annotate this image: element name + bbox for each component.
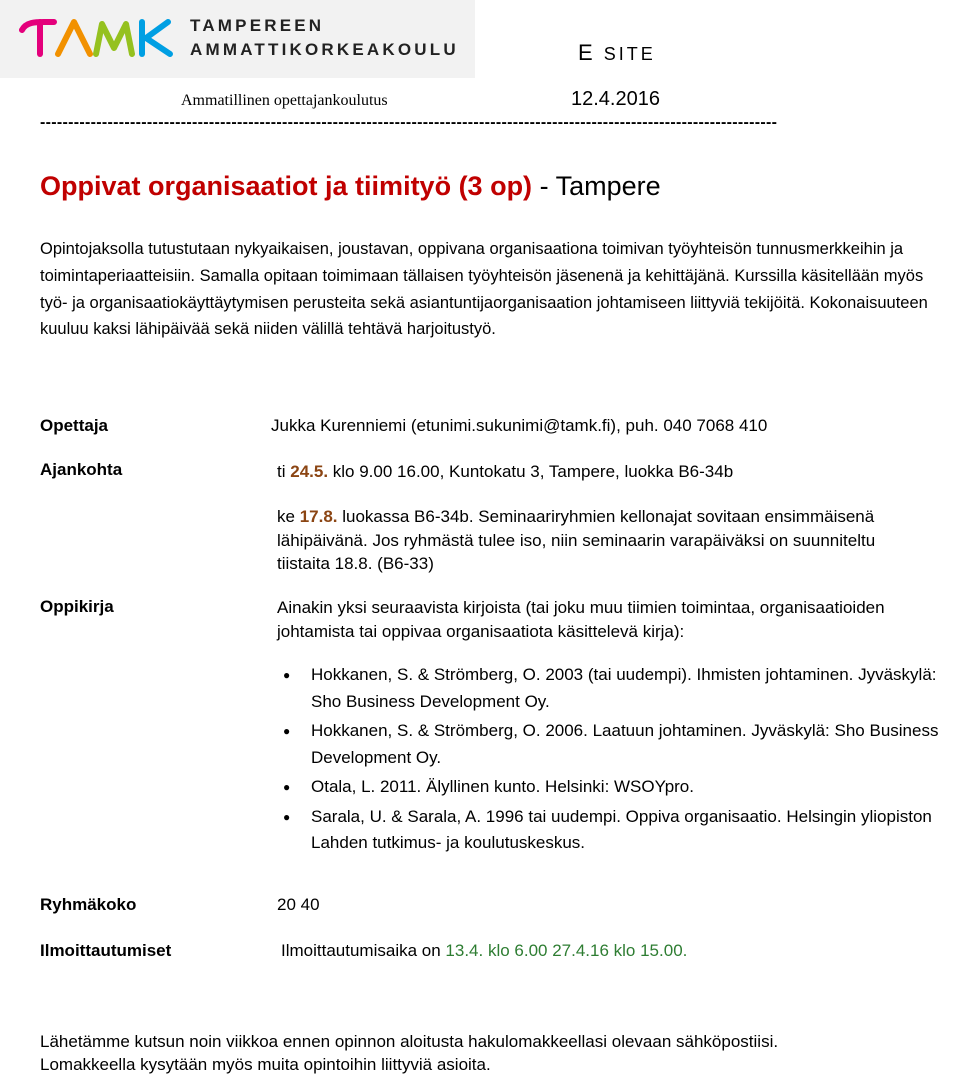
literature-intro: Ainakin yksi seuraavista kirjoista (tai joku muu tiimien toimintaa, organisaatioiden johtamista tai oppivaa organisaatiota käsittelevä kirja): <box>277 598 885 641</box>
list-item <box>283 774 960 801</box>
book-list <box>283 662 960 860</box>
teacher-label: Opettaja <box>40 416 109 435</box>
logo-banner <box>0 0 475 78</box>
list-item <box>283 662 960 715</box>
day1-details: klo 9.00 16.00, Kuntokatu 3, Tampere, luokka B6-34b <box>328 462 734 481</box>
course-location: - Tampere <box>532 171 661 201</box>
bullet-icon: ● <box>283 668 291 682</box>
book-entry: Hokkanen, S. & Strömberg, O. 2003 (tai uudempi). Ihmisten johtaminen. Jyväskylä: Sho Business Development Oy. <box>311 665 937 711</box>
registration-prefix: Ilmoittautumisaika on <box>281 941 446 960</box>
day2-date: 17.8. <box>299 507 338 526</box>
book-entry: Hokkanen, S. & Strömberg, O. 2006. Laatuun johtaminen. Jyväskylä: Sho Business Development Oy. <box>311 721 939 767</box>
day2-prefix: ke <box>277 507 300 526</box>
bullet-icon: ● <box>283 724 291 738</box>
registration-period: 13.4. klo 6.00 27.4.16 klo 15.00. <box>445 941 688 960</box>
course-name: Oppivat organisaatiot ja tiimityö (3 op) <box>40 171 533 201</box>
course-description: Opintojaksolla tutustutaan nykyaikaisen, joustavan, oppivana organisaationa toimivan työyhteisön tunnusmerkkeihin ja toimintaperiaatteisiin. Samalla opitaan toimimaan tällaisen työyhteisön jäsenenä ja kehittäjänä. Kurssilla käsitellään myös työ- ja organisaatiokäyttäytymisen perusteita sekä asiantuntijaorganisaation johtamiseen liittyviä tekijöitä. Kokonaisuuteen kuuluu kaksi lähipäivää sekä niiden välillä tehtävä harjoitustyö. <box>40 240 928 339</box>
day1-date: 24.5. <box>290 462 329 481</box>
group-size-label: Ryhmäkoko <box>40 895 137 914</box>
logo-line-2: AMMATTIKORKEAKOULU <box>190 40 459 59</box>
separator-line: ----------------------------------------------------------------------------------------------------------------------------------- <box>40 114 778 131</box>
schedule-day2 <box>277 505 877 576</box>
group-size-value: 20 40 <box>277 895 320 914</box>
tamk-logo-icon <box>18 14 178 60</box>
list-item <box>283 718 960 771</box>
day1-prefix: ti <box>277 462 291 481</box>
list-item <box>283 804 960 857</box>
bullet-icon: ● <box>283 809 291 824</box>
book-entry: Otala, L. 2011. Älyllinen kunto. Helsinki: WSOYpro. <box>311 777 694 796</box>
teacher-value: Jukka Kurenniemi (etunimi.sukunimi@tamk.fi), puh. 040 7068 410 <box>271 416 768 435</box>
registration-value <box>281 941 687 961</box>
registration-label: Ilmoittautumiset <box>40 941 172 960</box>
schedule-day1 <box>277 460 733 484</box>
document-type <box>578 40 656 66</box>
book-entry: Sarala, U. & Sarala, A. 1996 tai uudempi. Oppiva organisaatio. Helsingin yliopiston Lahden tutkimus- ja koulutuskeskus. <box>311 806 932 852</box>
footer-note <box>40 1030 778 1076</box>
logo-line-1: TAMPEREEN <box>190 16 325 35</box>
literature-label: Oppikirja <box>40 597 114 616</box>
footer-line-2: Lomakkeella kysytään myös muita opintoihin liittyviä asioita. <box>40 1055 491 1074</box>
document-date: 12.4.2016 <box>571 88 660 110</box>
day2-details: luokassa B6-34b. Seminaariryhmien kellonajat sovitaan ensimmäisenä lähipäivänä. Jos ryhmästä tulee iso, niin seminaarin varapäiväksi on suunniteltu tiistaita 18.8. (B6-33) <box>277 507 876 573</box>
footer-line-1: Lähetämme kutsun noin viikkoa ennen opinnon aloitusta hakulomakkeellasi olevaan sähköpostiisi. <box>40 1032 779 1051</box>
page-title <box>40 171 661 202</box>
program-name: Ammatillinen opettajankoulutus <box>181 92 388 109</box>
document-type-initial: E <box>578 40 596 65</box>
bullet-icon: ● <box>283 780 291 794</box>
document-type-rest: SITE <box>603 44 656 64</box>
schedule-label: Ajankohta <box>40 460 123 479</box>
